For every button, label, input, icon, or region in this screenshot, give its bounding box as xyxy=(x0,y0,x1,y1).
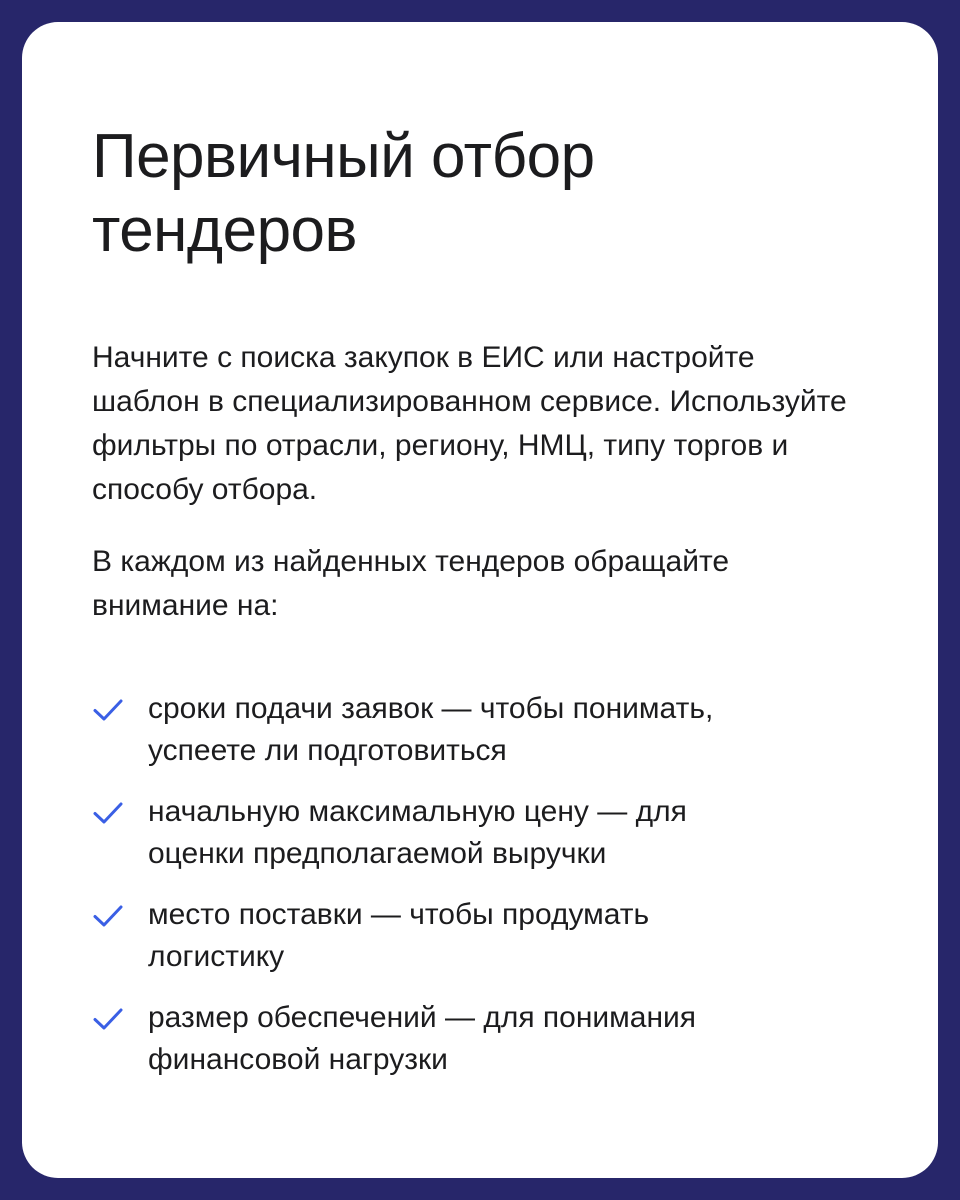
checklist-item-text: место поставки — чтобы продумать логистику xyxy=(148,898,650,973)
checkmark-icon xyxy=(92,1003,124,1035)
content-card xyxy=(22,22,938,1178)
checkmark-icon xyxy=(92,797,124,829)
checklist-item-text: размер обеспечений — для понимания финансовой нагрузки xyxy=(148,1001,697,1076)
checkmark-icon xyxy=(92,694,124,726)
lead-paragraph: В каждом из найденных тендеров обращайте внимание на: xyxy=(92,545,730,622)
checklist-item xyxy=(92,894,878,978)
intro-paragraph: Начните с поиска закупок в ЕИС или настройте шаблон в специализированном сервисе. Используйте фильтры по отрасли, региону, НМЦ, типу торгов и способу отбора. xyxy=(92,341,847,506)
checklist-item-text: сроки подачи заявок — чтобы понимать, успеете ли подготовиться xyxy=(148,692,714,767)
checklist-item xyxy=(92,688,878,772)
checkmark-icon xyxy=(92,900,124,932)
checklist-item xyxy=(92,997,878,1081)
checklist-item-text: начальную максимальную цену — для оценки предполагаемой выручки xyxy=(148,795,687,870)
page-title: Первичный отбор тендеров xyxy=(92,122,595,265)
checklist xyxy=(92,688,878,1081)
checklist-item xyxy=(92,791,878,875)
